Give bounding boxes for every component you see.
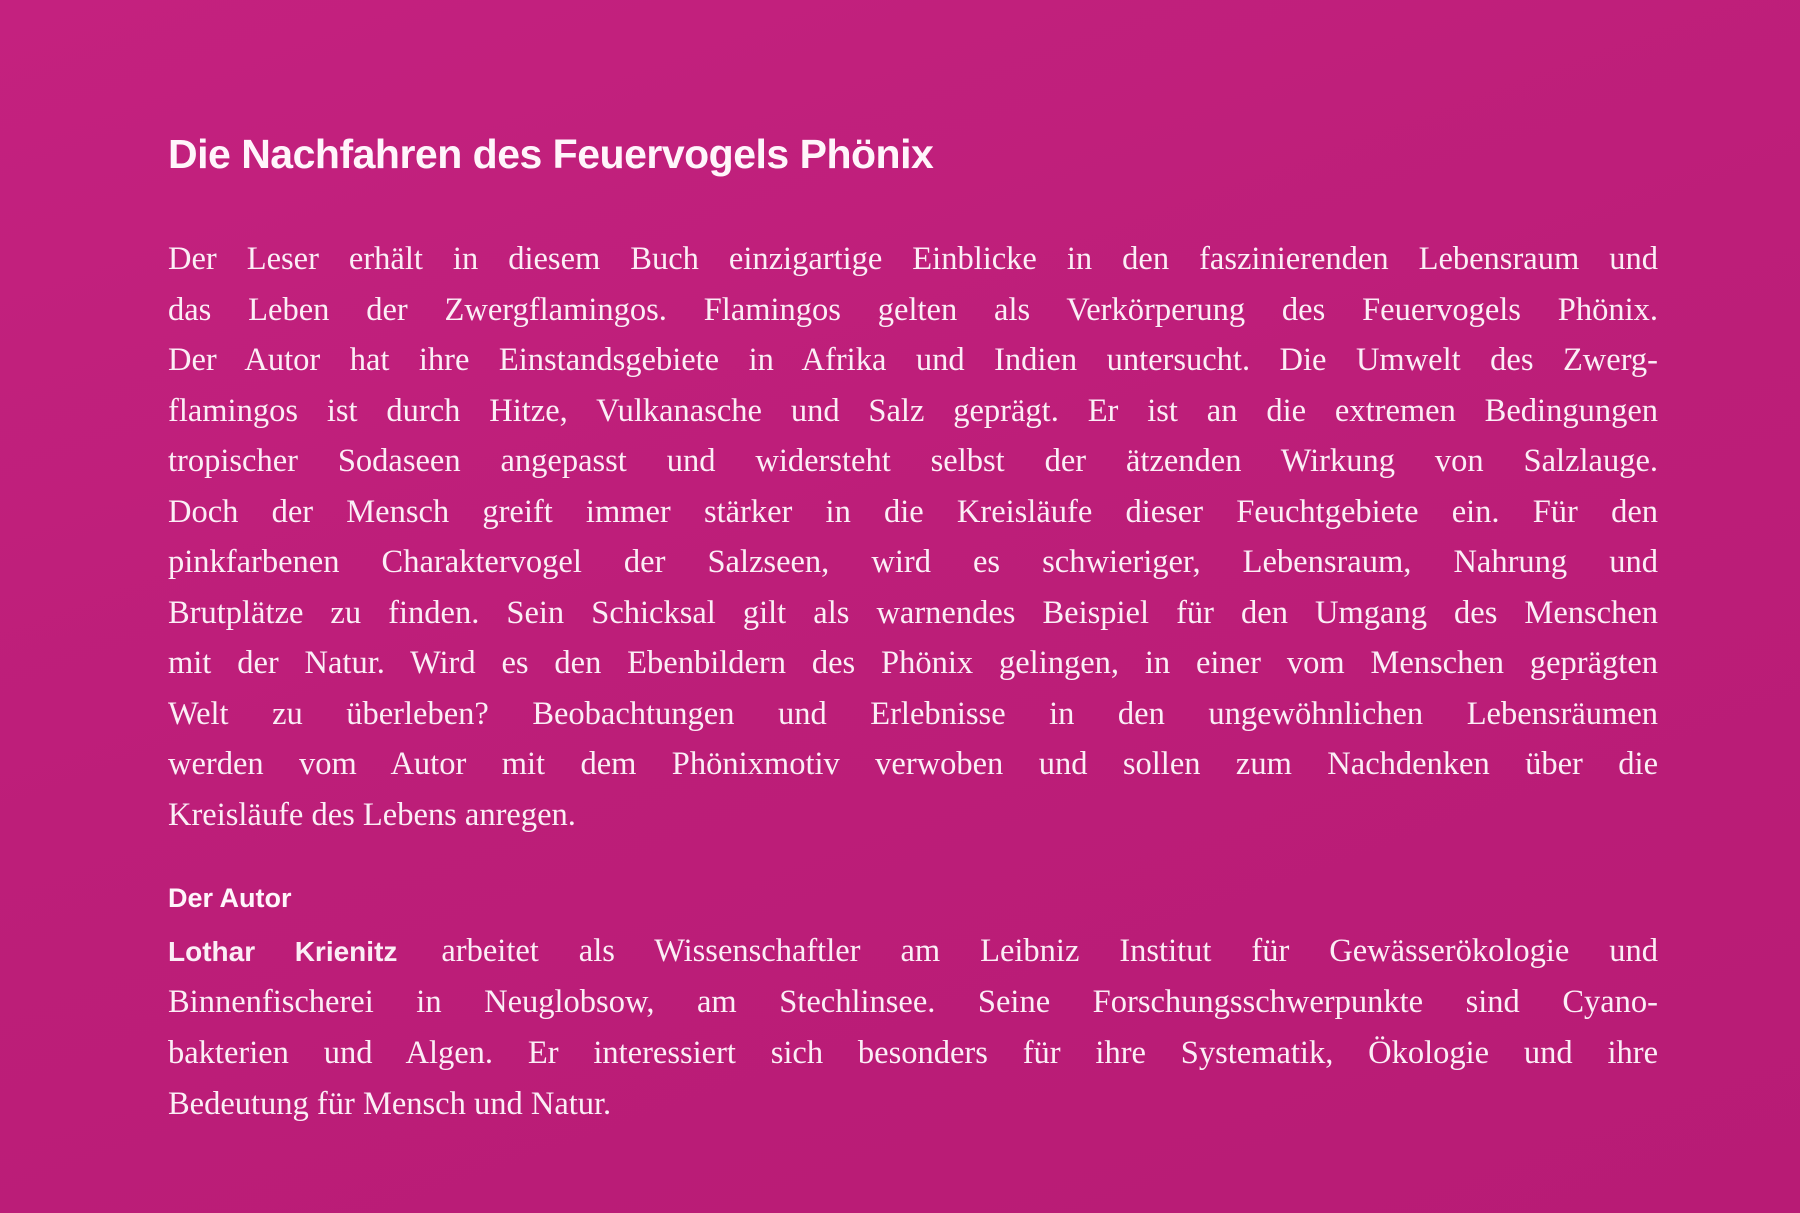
author-line: Bedeutung für Mensch und Natur. — [168, 1086, 612, 1122]
author-heading: Der Autor — [168, 883, 292, 913]
description-line: pinkfarbenen Charaktervogel der Salzseen, wird es schwieriger, Lebensraum, Nahrung und — [168, 544, 1658, 580]
description-line: Welt zu überleben? Beobachtungen und Erlebnisse in den ungewöhnlichen Lebensräumen — [168, 695, 1658, 732]
author-paragraph — [168, 926, 1658, 1130]
description-line: Doch der Mensch greift immer stärker in die Kreisläufe dieser Feuchtgebiete ein. Für den — [168, 493, 1658, 530]
description-line: werden vom Autor mit dem Phönixmotiv verwoben und sollen zum Nachdenken über die — [168, 746, 1658, 782]
description-line: tropischer Sodaseen angepasst und widersteht selbst der ätzenden Wirkung von Salzlauge. — [168, 443, 1658, 479]
description-line: mit der Natur. Wird es den Ebenbildern des Phönix gelingen, in einer vom Menschen geprägten — [168, 645, 1658, 681]
description-line: Kreisläufe des Lebens anregen. — [168, 796, 576, 833]
author-first-line — [168, 926, 1658, 977]
book-title: Die Nachfahren des Feuervogels Phönix — [168, 131, 934, 177]
description-line: Der Leser erhält in diesem Buch einzigartige Einblicke in den faszinierenden Lebensraum und — [168, 241, 1658, 277]
description-line: das Leben der Zwergflamingos. Flamingos gelten als Verkörperung des Feuervogels Phönix. — [168, 291, 1658, 328]
description-paragraph — [168, 234, 1658, 840]
author-line-text: arbeitet als Wissenschaftler am Leibniz Institut für Gewässerökologie und — [441, 933, 1659, 969]
description-line: Der Autor hat ihre Einstandsgebiete in Afrika und Indien untersucht. Die Umwelt des Zwerg- — [168, 342, 1658, 378]
author-line: Binnenfischerei in Neuglobsow, am Stechlinsee. Seine Forschungsschwerpunkte sind Cyano- — [168, 984, 1658, 1020]
description-line: flamingos ist durch Hitze, Vulkanasche und Salz geprägt. Er ist an die extremen Bedingungen — [168, 392, 1658, 429]
author-line: bakterien und Algen. Er interessiert sich besonders für ihre Systematik, Ökologie und ihre — [168, 1035, 1658, 1071]
description-line: Brutplätze zu finden. Sein Schicksal gilt als warnendes Beispiel für den Umgang des Menschen — [168, 594, 1658, 631]
author-name: Lothar Krienitz — [168, 936, 398, 967]
